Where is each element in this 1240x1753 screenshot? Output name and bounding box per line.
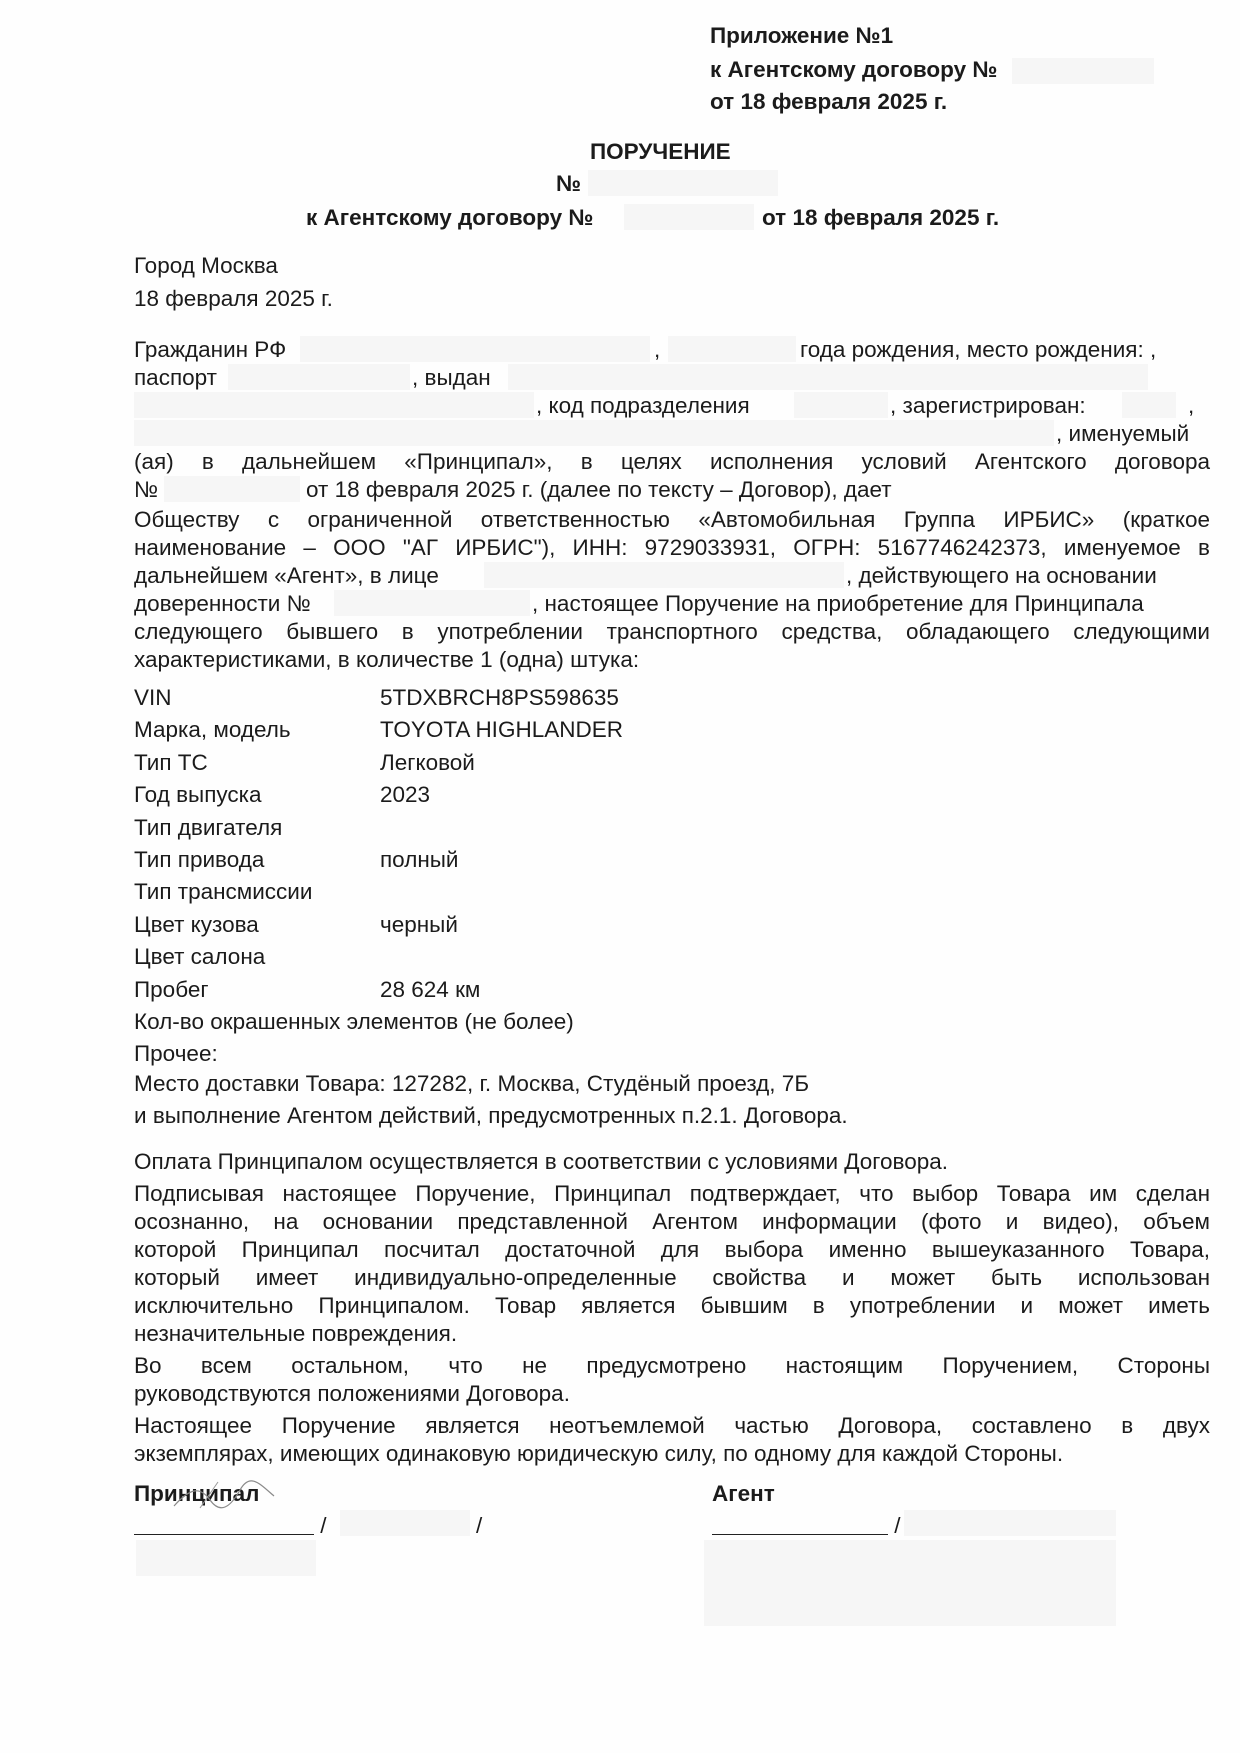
comma: , [654, 337, 661, 362]
issued-by-label: , выдан [412, 365, 491, 390]
spec-value: полный [380, 847, 459, 872]
spec-value: Легковой [380, 750, 475, 775]
spec-label: Пробег [134, 977, 209, 1002]
spec-value: 5TDXBRCH8PS598635 [380, 685, 619, 710]
birth-place-label: года рождения, место рождения: , [800, 337, 1157, 362]
appendix-contract-ref: к Агентскому договору № [710, 57, 998, 82]
order-purpose: , настоящее Поручение на приобретение для Принципала [532, 591, 1144, 616]
redacted-contract-number-body [164, 476, 300, 502]
payment-clause: Оплата Принципалом осуществляется в соответствии с условиями Договора. [134, 1149, 949, 1174]
registered-label: , зарегистрирован: [890, 393, 1086, 418]
named-label: , именуемый [1056, 421, 1190, 446]
document-date: 18 февраля 2025 г. [134, 286, 333, 311]
division-code-label: , код подразделения [536, 393, 750, 418]
redacted-division-code [794, 392, 888, 418]
integral-line-1: Настоящее Поручение является неотъемлемой частью Договора, составлено в двух [134, 1413, 1210, 1438]
redacted-principal-extra [136, 1540, 316, 1576]
document-title: ПОРУЧЕНИЕ [590, 139, 731, 164]
agent-company-line-1: Обществу с ограниченной ответственностью «Автомобильная Группа ИРБИС» (краткое [134, 507, 1210, 532]
vehicle-description-line: следующего бывшего в употреблении транспортного средства, обладающего следующими [134, 619, 1210, 644]
redacted-passport [228, 364, 410, 390]
delivery-place: Место доставки Товара: 127282, г. Москва, Студёный проезд, 7Б [134, 1071, 810, 1096]
contract-number-sign: № [134, 477, 159, 502]
principal-intro: Гражданин РФ [134, 337, 287, 362]
spec-label: Год выпуска [134, 782, 262, 807]
redacted-agent-stamp [704, 1540, 1116, 1626]
power-of-attorney-label: доверенности № [134, 591, 311, 616]
confirm-line-1: Подписывая настоящее Поручение, Принципал подтверждает, что выбор Товара им сделан [134, 1181, 1210, 1206]
spec-label: Тип привода [134, 847, 265, 872]
spec-label: Кол-во окрашенных элементов (не более) [134, 1009, 574, 1034]
redacted-title-contract-number [624, 204, 754, 230]
agent-company-line-2: наименование – ООО "АГ ИРБИС"), ИНН: 9729033931, ОГРН: 5167746242373, именуемое в [134, 535, 1210, 560]
spec-label: Тип трансмиссии [134, 879, 313, 904]
redacted-issuer-continued [134, 392, 534, 418]
spec-value: 2023 [380, 782, 431, 807]
redacted-agent-signature-name [904, 1510, 1116, 1536]
spec-label: Тип двигателя [134, 815, 283, 840]
confirm-line-3: которой Принципал посчитал достаточной для выбора именно вышеуказанного Товара, [134, 1237, 1210, 1262]
confirm-line-2: осознанно, на основании представленной Агентом информации (фото и видео), объем [134, 1209, 1210, 1234]
signature-scribble [170, 1478, 280, 1512]
redacted-contract-number [1012, 58, 1154, 84]
confirm-line-6: незначительные повреждения. [134, 1321, 458, 1346]
spec-label: Тип ТС [134, 750, 208, 775]
acting-basis: , действующего на основании [846, 563, 1157, 588]
agent-represented-by: дальнейшем «Агент», в лице [134, 563, 439, 588]
spec-value: TOYOTA HIGHLANDER [380, 717, 623, 742]
spec-label: Марка, модель [134, 717, 291, 742]
agent-sign-underline [712, 1514, 888, 1535]
spec-label: Цвет кузова [134, 912, 259, 937]
agent-signature-title: Агент [712, 1481, 775, 1506]
spec-label: Цвет салона [134, 944, 266, 969]
principal-signature-title: Принципал [134, 1481, 260, 1506]
city: Город Москва [134, 253, 278, 278]
title-contract-date: от 18 февраля 2025 г. [762, 205, 1000, 230]
confirm-line-4: который имеет индивидуально-определенные свойства и может быть использован [134, 1265, 1210, 1290]
redacted-principal-signature-name [340, 1510, 470, 1536]
principal-sign-underline [134, 1514, 314, 1535]
redacted-address-continued [134, 420, 1054, 446]
appendix-date: от 18 февраля 2025 г. [710, 89, 948, 114]
title-contract-left: к Агентскому договору № [306, 205, 594, 230]
slash: / [320, 1513, 327, 1538]
integral-line-2: экземплярах, имеющих одинаковую юридическую силу, по одному для каждой Стороны. [134, 1441, 1064, 1466]
spec-label: VIN [134, 685, 172, 710]
confirm-line-5: исключительно Принципалом. Товар является бывшим в употреблении и может иметь [134, 1293, 1210, 1318]
contract-date-clause: от 18 февраля 2025 г. (далее по тексту – Договор), дает [306, 477, 892, 502]
redacted-issued-by [508, 364, 1148, 390]
spec-value: 28 624 км [380, 977, 481, 1002]
delivery-actions: и выполнение Агентом действий, предусмотренных п.2.1. Договора. [134, 1103, 848, 1128]
passport-label: паспорт [134, 365, 217, 390]
principal-clause: (ая) в дальнейшем «Принципал», в целях исполнения условий Агентского договора [134, 449, 1210, 474]
agent-signature-line [712, 1512, 901, 1539]
other-line-2: руководствуются положениями Договора. [134, 1381, 570, 1406]
redacted-agent-representative [484, 562, 844, 588]
appendix-title: Приложение №1 [710, 23, 894, 48]
redacted-power-of-attorney [334, 590, 530, 616]
redacted-birth-date [668, 336, 796, 362]
slash: / [476, 1513, 483, 1538]
redacted-principal-name [300, 336, 650, 362]
slash: / [894, 1513, 901, 1538]
comma: , [1188, 393, 1195, 418]
principal-signature-line [134, 1512, 327, 1539]
redacted-order-number [588, 170, 778, 196]
spec-value: черный [380, 912, 458, 937]
vehicle-quantity-line: характеристиками, в количестве 1 (одна) штука: [134, 647, 640, 672]
redacted-address [1122, 392, 1176, 418]
other-line-1: Во всем остальном, что не предусмотрено настоящим Поручением, Стороны [134, 1353, 1210, 1378]
spec-label: Прочее: [134, 1041, 218, 1066]
order-number-label: № [556, 171, 582, 196]
